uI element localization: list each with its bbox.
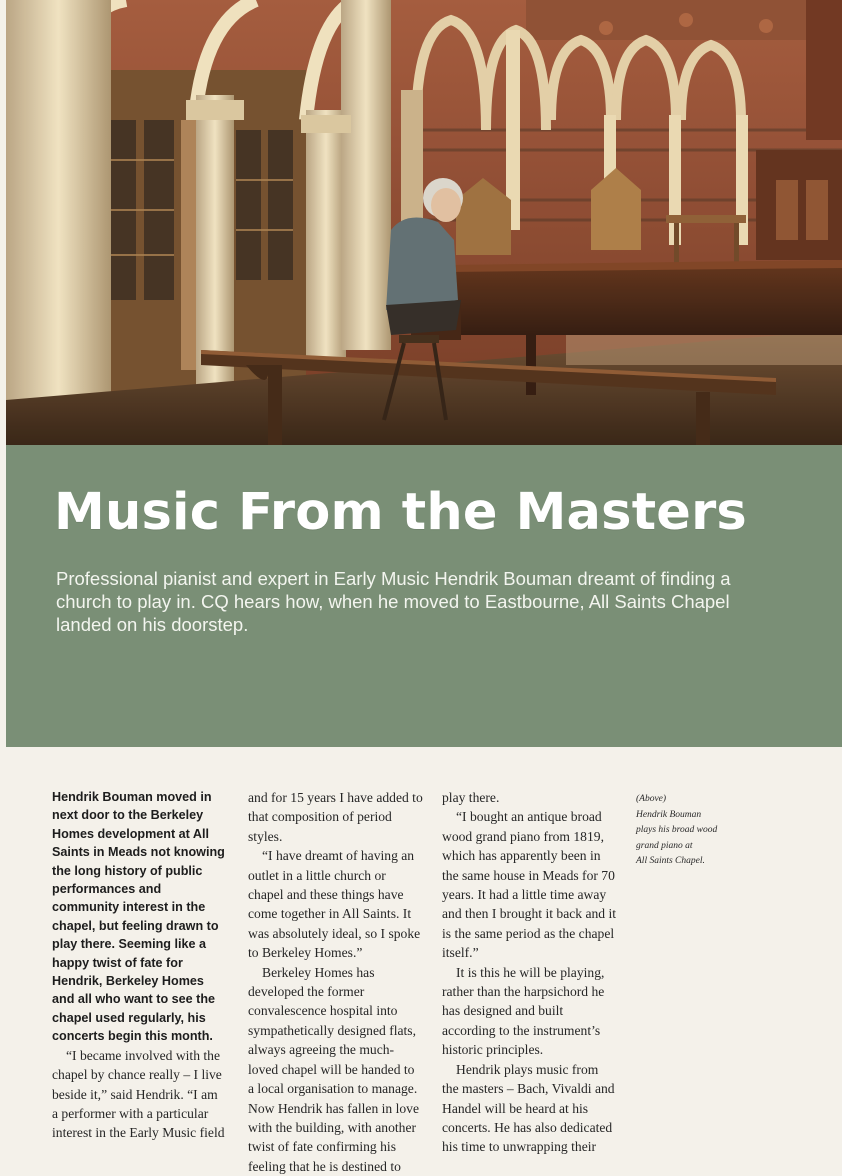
body-paragraph: It is this he will be playing, rather than the harpsichord he has designed and built according to the instrument’s historic principles. (442, 964, 605, 1058)
article-column-1 (52, 788, 227, 1143)
photo-chapel-pianist (6, 0, 842, 445)
intro-paragraph: Hendrik Bouman moved in next door to the Berkeley Homes development at All Saints in Meads not knowing the long history of public performances and community interest in the chapel, but feeling drawn to play there. Seeming like a happy twist of fate for Hendrik, Berkeley Homes and all who want to see the chapel used regularly, his concerts begin this month. (52, 790, 225, 1044)
headline: Music From the Masters (54, 483, 747, 542)
body-paragraph: “I have dreamt of having an outlet in a little church or chapel and these things have come together in All Saints. It was absolutely ideal, so I spoke to Berkeley Homes.” (248, 848, 421, 961)
standfirst: Professional pianist and expert in Early Music Hendrik Bouman dreamt of finding a church to play in. CQ hears how, when he moved to Eastbourne, All Saints Chapel landed on his doorstep. (56, 568, 731, 635)
photo-caption (636, 792, 766, 870)
body-paragraph: play there. (442, 790, 500, 805)
body-paragraph: Berkeley Homes has developed the former convalescence hospital into sympathetically designed flats, always agreeing the much-loved chapel will be handed to a local organisation to manage. Now Hendrik has fallen in love with the building, with another twist of fate confirming his feeling that he is destined to (248, 964, 420, 1174)
article-column-3 (442, 788, 617, 1157)
caption-line: All Saints Chapel. (636, 856, 705, 867)
chapel-photo (6, 0, 842, 445)
caption-line: Hendrik Bouman (636, 809, 702, 820)
caption-line: plays his broad wood (636, 825, 718, 836)
article-column-2 (248, 788, 423, 1176)
caption-label: (Above) (636, 794, 667, 804)
body-paragraph: “I bought an antique broad wood grand piano from 1819, which has apparently been in the same house in Meads for 70 years. It had a little time away and then I brought it back and it is the same period as the chapel itself.” (442, 809, 617, 961)
body-paragraph: Hendrik plays music from the masters – Bach, Vivaldi and Handel will be heard at his concerts. He has also dedicated his time to unwrapping their (442, 1061, 615, 1155)
caption-line: grand piano at (636, 840, 693, 851)
body-paragraph: “I became involved with the chapel by chance really – I live beside it,” said Hendrik. “I am a performer with a particular interest in the Early Music field (52, 1047, 225, 1141)
body-paragraph: and for 15 years I have added to that composition of period styles. (248, 790, 423, 844)
title-panel (6, 445, 842, 747)
